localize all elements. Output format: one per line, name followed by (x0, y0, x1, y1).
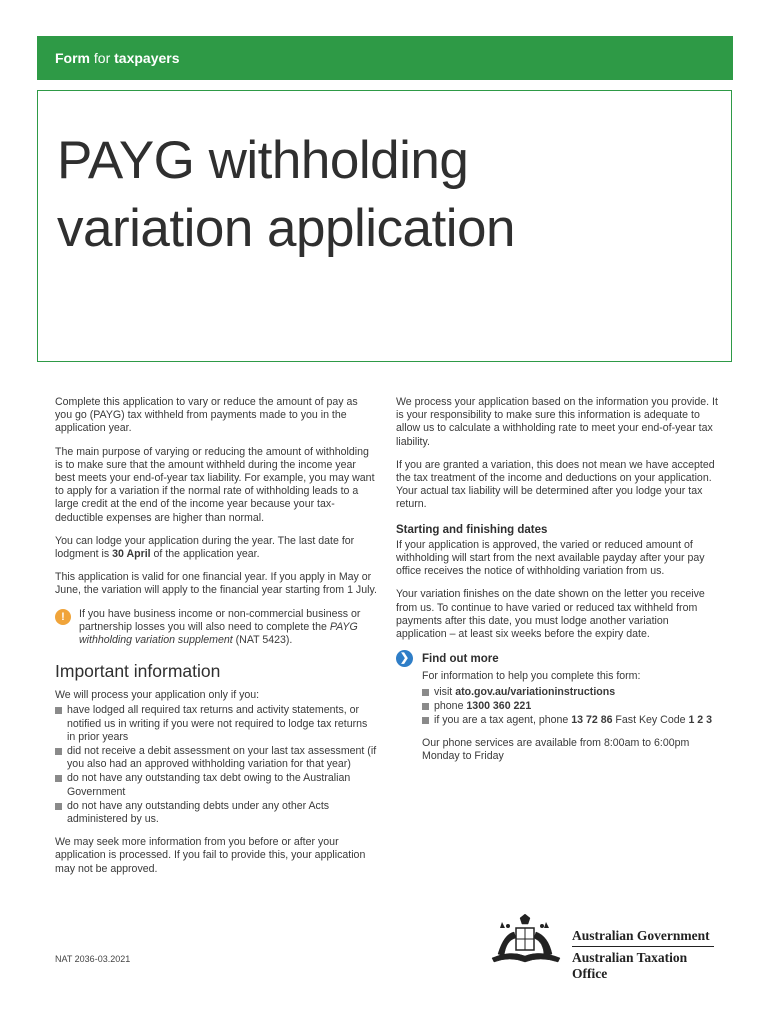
page-title (57, 127, 515, 263)
coat-of-arms-icon (490, 914, 562, 968)
banner-for-word: for (93, 50, 111, 66)
lodgment-text-end: of the application year. (150, 548, 260, 561)
list-item: do not have any outstanding tax debt owing to the Australian Government (55, 772, 377, 798)
title-line-1: PAYG withholding (57, 131, 469, 190)
validity-paragraph: This application is valid for one financial year. If you apply in May or June, the variation will apply to the financial year starting from 1 July. (55, 571, 377, 597)
important-intro: We will process your application only if you: (55, 689, 260, 702)
website-link[interactable]: ato.gov.au/variationinstructions (455, 685, 616, 698)
phone-label: phone (434, 699, 467, 712)
list-item (422, 714, 718, 727)
list-item: have lodged all required tax returns and activity statements, or notified us in writing if you were not required to lodge tax returns in prior years (55, 704, 377, 744)
title-box (37, 90, 732, 362)
supplement-note (55, 608, 377, 648)
list-item: did not receive a debit assessment on your last tax assessment (if you also had an approved withholding variation for that year) (55, 745, 377, 771)
banner-taxpayers-word: taxpayers (114, 50, 180, 66)
find-out-more-heading (396, 653, 718, 666)
banner-text (55, 50, 180, 66)
dates-heading: Starting and finishing dates (396, 523, 548, 536)
agent-label: if you are a tax agent, phone (434, 714, 572, 727)
lodgment-date: 30 April (112, 548, 151, 561)
phone-number: 1300 360 221 (466, 699, 532, 712)
find-out-more-label: Find out more (422, 653, 499, 666)
fast-key-code: 1 2 3 (688, 714, 713, 727)
note-text-end: (NAT 5423). (232, 634, 293, 647)
find-out-more-body (396, 670, 718, 763)
more-info-paragraph: We may seek more information from you before or after your application is processed. If you fail to provide this, your application may not be approved. (55, 836, 366, 875)
logo-divider (572, 946, 714, 947)
agency-name: Australian Taxation Office (572, 950, 688, 981)
intro-paragraph: Complete this application to vary or reduce the amount of pay as you go (PAYG) tax withheld from payments made to you in the application year. (55, 396, 358, 435)
title-line-2: variation application (57, 199, 515, 258)
list-item (422, 700, 718, 713)
right-column (396, 396, 718, 774)
granted-paragraph: If you are granted a variation, this does not mean we have accepted the tax treatment of the income and deductions on your application. Your actual tax liability will be determined after you lodge your tax return. (396, 458, 715, 511)
form-banner (37, 36, 733, 80)
important-heading: Important information (55, 661, 221, 682)
form-number: NAT 2036-03.2021 (55, 954, 131, 964)
requirements-list (55, 704, 377, 826)
purpose-paragraph: The main purpose of varying or reducing the amount of withholding is to make sure that the amount withheld during the income year best meets your end-of-year tax liability. For example, you may want to apply for a variation if the normal rate of withholding leads to a large credit at the end of the income year because your tax-deductible expenses are higher than normal. (55, 445, 375, 524)
left-column (55, 396, 377, 886)
start-paragraph: If your application is approved, the varied or reduced amount of withholding will start from the next available payday after your pay office receives the notice of withholding variation from us. (396, 538, 705, 578)
lodgment-paragraph (55, 535, 377, 561)
banner-form-word: Form (55, 50, 90, 66)
visit-label: visit (434, 685, 456, 698)
supplement-title: PAYG withholding variation supplement (79, 620, 358, 647)
finish-paragraph: Your variation finishes on the date shown on the letter you receive from us. To continue to have varied or reduced tax withheld from payments after this date, you must lodge another variation application – at least six weeks before the expiry date. (396, 588, 705, 641)
warning-icon: ! (55, 609, 71, 625)
fast-key-label: Fast Key Code (612, 714, 689, 727)
find-intro: For information to help you complete this form: (422, 670, 641, 683)
agent-phone-number: 13 72 86 (571, 714, 613, 727)
government-name: Australian Government (572, 928, 710, 943)
note-text: If you have business income or non-commercial business or partnership losses you will also need to complete the (79, 607, 361, 633)
lodgment-text: You can lodge your application during the year. The last date for lodgment is (55, 534, 355, 561)
phone-hours: Our phone services are available from 8:00am to 6:00pm Monday to Friday (422, 737, 690, 763)
contact-list (422, 686, 718, 728)
government-logo (490, 914, 718, 981)
chevron-right-icon: ❯ (396, 650, 413, 667)
process-paragraph: We process your application based on the information you provide. It is your responsibility to make sure this information is adequate to allow us to calculate a withholding rate to meet your end-of-year tax liability. (396, 396, 718, 448)
list-item: do not have any outstanding debts under any other Acts administered by us. (55, 800, 377, 826)
list-item (422, 686, 718, 699)
